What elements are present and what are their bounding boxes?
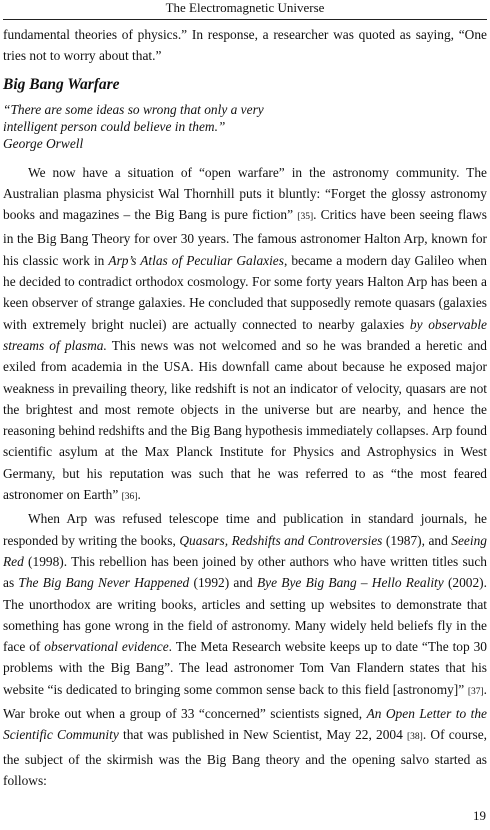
- epigraph-author: George Orwell: [3, 135, 84, 151]
- paragraph-arp: [3, 162, 487, 509]
- book-title: The Big Bang Never Happened: [18, 575, 190, 591]
- text-run: (1998). This rebellion has been joined by other authors who have written titles such as: [3, 553, 487, 591]
- epigraph-line: intelligent person could believe in them.”: [3, 118, 226, 134]
- page-body: [3, 24, 487, 791]
- text-run: We now have a situation of “open warfare” in the astronomy community. The Australian plasma physicist Wal Thornhill puts it bluntly: “Forget the glossy astronomy books and magazines – the Big Bang is pure fiction”: [3, 164, 487, 223]
- paragraph-rebellion: [3, 508, 487, 791]
- book-title: Bye Bye Big Bang – Hello Reality: [256, 575, 444, 591]
- text-run: . Of course, the subject of the skirmish was the Big Bang theory and the opening salvo started as follows:: [3, 727, 488, 788]
- book-title: Quasars, Redshifts and Controversies: [179, 532, 383, 548]
- epigraph-line: “There are some ideas so wrong that only a very: [3, 101, 264, 117]
- text-run: . War broke out when a group of 33 “concerned” scientists signed,: [3, 681, 487, 722]
- section-heading: Big Bang Warfare: [3, 75, 120, 93]
- emphasis: observational evidence: [44, 639, 169, 655]
- letter-title: An Open Letter to the Scientific Community: [3, 706, 488, 743]
- citation: [36]: [121, 492, 138, 503]
- text-run: . The Meta Research website keeps up to date “The top 30 problems with the Big Bang”. The lead astronomer Tom Van Flandern states that his website “is dedicated to bringing some common sense back to this field [astronomy]”: [3, 639, 487, 697]
- header-rule: [3, 19, 487, 20]
- text-run: (2002). The unorthodox are writing books, articles and setting up websites to demonstrate that something has gone wrong in the field of astronomy. Many widely held beliefs fly in the face of: [3, 575, 487, 655]
- intro-paragraph: fundamental theories of physics.” In response, a researcher was quoted as saying, “One tries not to worry about that.”: [3, 27, 487, 64]
- text-run: When Arp was refused telescope time and publication in standard journals, he responded by writing the books,: [3, 511, 487, 548]
- emphasis: by observable streams of plasma.: [3, 316, 487, 353]
- text-run: , became a modern day Galileo when he decided to contradict orthodox cosmology. For some forty years Halton Arp has been a keen observer of strange galaxies. He concluded that supposedly remote quasars (galaxies with extremely bright nuclei) are actually connected to nearby galaxies: [3, 252, 487, 332]
- citation: [37]: [467, 686, 484, 697]
- page-number: 19: [473, 808, 486, 823]
- citation: [38]: [407, 732, 423, 743]
- running-head: The Electromagnetic Universe: [165, 0, 325, 15]
- book-title: Arp’s Atlas of Peculiar Galaxies: [108, 252, 284, 268]
- text-run: .: [137, 487, 141, 503]
- text-run: (1992) and: [189, 575, 257, 591]
- book-title: Seeing Red: [3, 532, 487, 569]
- epigraph: [3, 101, 487, 152]
- text-run: (1987), and: [382, 532, 452, 548]
- text-run: that was published in New Scientist, May 22, 2004: [118, 727, 408, 743]
- text-run: . Critics have been seeing flaws in the Big Bang Theory for over 30 years. The famous astronomer Halton Arp, known for his classic work in: [3, 207, 488, 268]
- citation: [35]: [297, 212, 314, 223]
- text-run: This news was not welcomed and so he was branded a heretic and exiled from academia in the USA. His downfall came about because he exposed major weakness in prevailing theory, like redshift is not an indicator of velocity, quasars are not the brightest and most remote objects in the universe but are nearby, and hence the reasoning behind redshifts and the Big Bang hypothesis immediately collapses. Arp found scientific asylum at the Max Planck Institute for Physics and Astrophysics in West Germany, but his reputation was such that he was referred to as “the most feared astronomer on Earth”: [3, 337, 487, 503]
